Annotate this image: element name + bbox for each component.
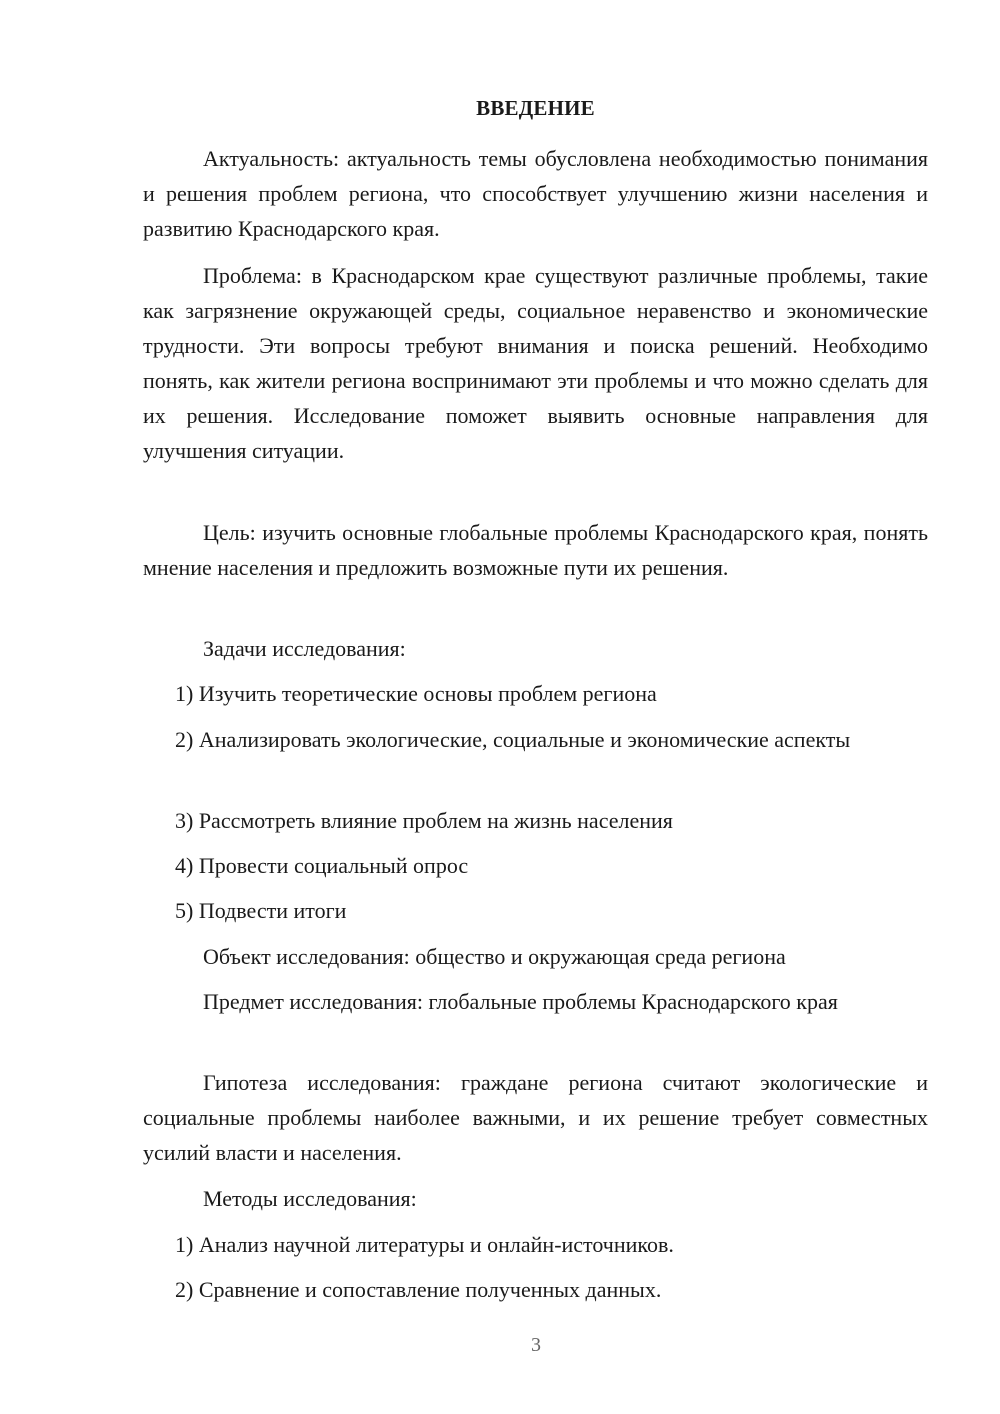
list-item-method-1: 1) Анализ научной литературы и онлайн-источников. bbox=[175, 1232, 674, 1257]
paragraph-goal: Цель: изучить основные глобальные проблемы Краснодарского края, понять мнение населения и предложить возможные пути их решения. bbox=[143, 520, 928, 580]
section-title: ВВЕДЕНИЕ bbox=[476, 96, 595, 120]
paragraph-object: Объект исследования: общество и окружающая среда региона bbox=[203, 944, 786, 969]
list-item-task-3: 3) Рассмотреть влияние проблем на жизнь населения bbox=[175, 808, 673, 833]
paragraph-subject: Предмет исследования: глобальные проблемы Краснодарского края bbox=[203, 989, 838, 1014]
list-item-task-5: 5) Подвести итоги bbox=[175, 898, 347, 923]
page-number: 3 bbox=[531, 1334, 541, 1356]
list-item-task-2: 2) Анализировать экологические, социальные и экономические аспекты bbox=[175, 727, 851, 752]
paragraph-hypothesis: Гипотеза исследования: граждане региона считают экологические и социальные проблемы наиболее важными, и их решение требует совместных усилий власти и населения. bbox=[143, 1070, 928, 1165]
list-item-task-1: 1) Изучить теоретические основы проблем региона bbox=[175, 681, 657, 706]
paragraph-relevance: Актуальность: актуальность темы обусловлена необходимостью понимания и решения проблем региона, что способствует улучшению жизни населения и развитию Краснодарского края. bbox=[143, 146, 928, 241]
paragraph-methods-heading: Методы исследования: bbox=[203, 1186, 417, 1211]
paragraph-tasks-heading: Задачи исследования: bbox=[203, 636, 406, 661]
list-item-task-4: 4) Провести социальный опрос bbox=[175, 853, 469, 878]
paragraph-problem: Проблема: в Краснодарском крае существуют различные проблемы, такие как загрязнение окружающей среды, социальное неравенство и экономические трудности. Эти вопросы требуют внимания и поиска решений. Необходимо понять, как жители региона воспринимают эти проблемы и что можно сделать для их решения. Исследование поможет выявить основные направления для улучшения ситуации. bbox=[143, 263, 928, 463]
list-item-method-2: 2) Сравнение и сопоставление полученных данных. bbox=[175, 1277, 662, 1302]
